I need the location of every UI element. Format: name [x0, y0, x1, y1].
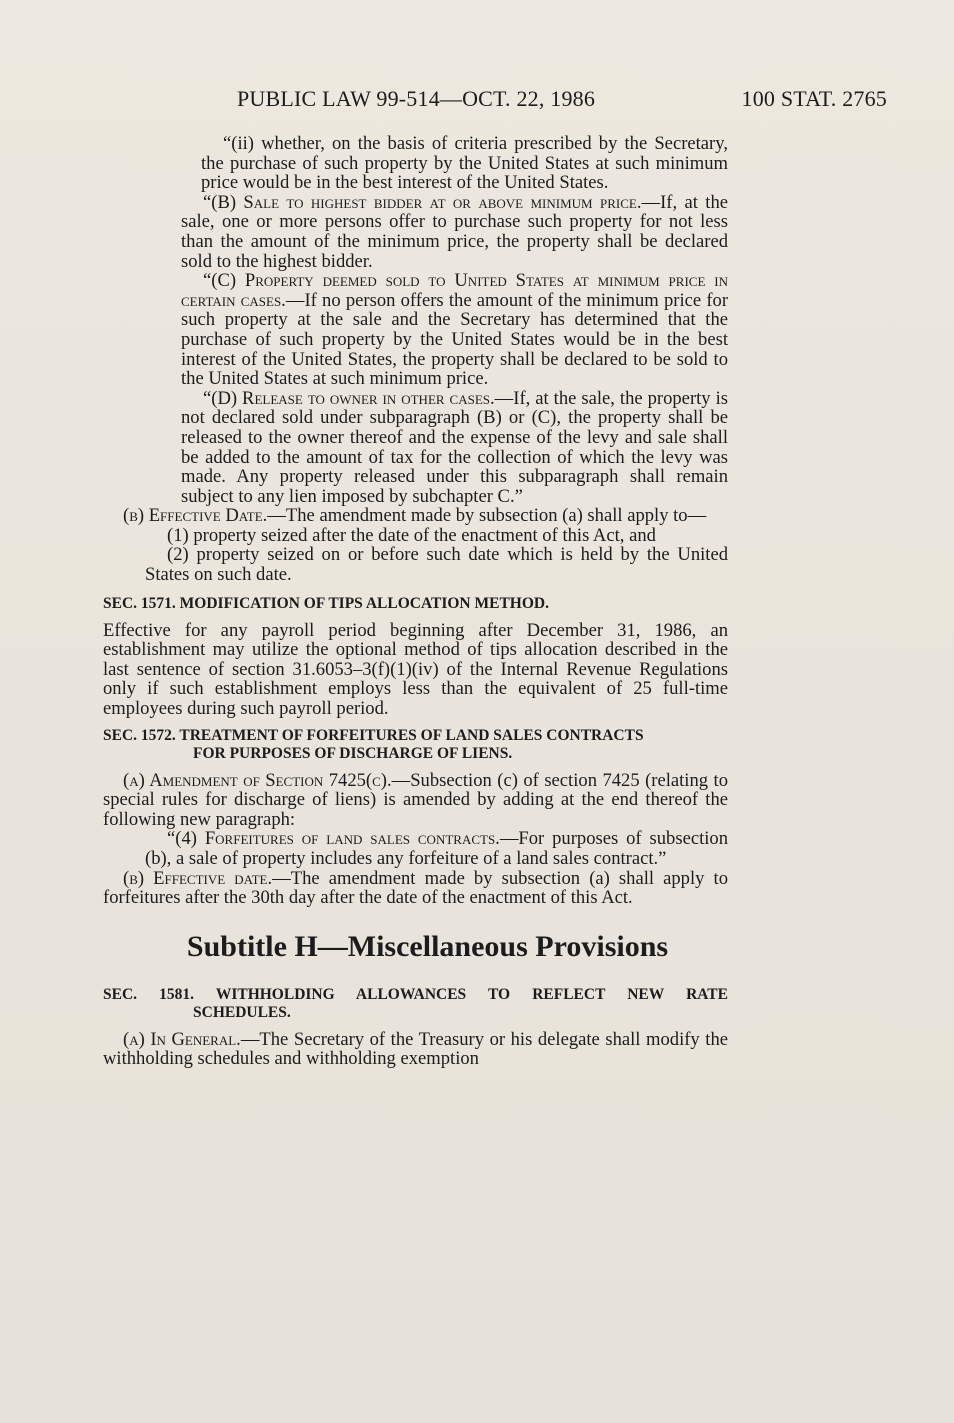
page-header: [237, 86, 887, 116]
section-1572-heading-line2: FOR PURPOSES OF DISCHARGE OF LIENS.: [193, 744, 513, 762]
subsection-b-heading: (b) Effective Date.: [123, 505, 268, 527]
subparagraph-d-text: —If, at the sale, the property is not declared sold under subparagraph (B) or (C), the property shall be released to the owner thereof and the expense of the levy and sale shall be added to the amount of tax for the collection of which the levy was made. Any property released under this subparagraph shall remain subject to any lien imposed by subchapter C.”: [181, 387, 728, 507]
page-body: [103, 134, 728, 1069]
section-1572-paragraph-4-text: —For purposes of subsection (b), a sale of property includes any forfeiture of a land sales contract.”: [145, 828, 728, 869]
section-1572-paragraph-4: [103, 829, 728, 868]
section-1581-heading-line1: SEC. 1581. WITHHOLDING ALLOWANCES TO REFLECT NEW RATE: [103, 985, 728, 1003]
section-1572-subsection-b: [103, 869, 728, 908]
header-law-citation: PUBLIC LAW 99-514—OCT. 22, 1986: [237, 86, 596, 111]
paragraph-1: (1) property seized after the date of the enactment of this Act, and: [167, 524, 656, 546]
subparagraph-c-heading: “(C) Property deemed sold to United States at minimum price in certain cases.: [181, 270, 728, 311]
section-1572-subsection-a-text: —Subsection (c) of section 7425 (relating to special rules for discharge of liens) is amended by adding at the end thereof the following new paragraph:: [103, 769, 728, 830]
section-1581-heading-line2: SCHEDULES.: [193, 1003, 291, 1021]
subparagraph-b: [103, 193, 728, 271]
subparagraph-b-heading: “(B) Sale to highest bidder at or above minimum price.: [203, 191, 642, 213]
subtitle-h-heading: Subtitle H—Miscellaneous Provisions: [186, 929, 669, 963]
section-1581-subsection-a-heading: (a) In General.: [123, 1028, 241, 1050]
subsection-b-text: —The amendment made by subsection (a) shall apply to—: [267, 505, 707, 527]
subparagraph-d-heading: “(D) Release to owner in other cases.: [203, 387, 495, 409]
section-1581-heading: [103, 986, 728, 1022]
subparagraph-d: [103, 389, 728, 507]
section-1581-subsection-a: [103, 1030, 728, 1069]
section-1572-subsection-a: [103, 771, 728, 830]
section-1571-heading: SEC. 1571. MODIFICATION OF TIPS ALLOCATION METHOD.: [103, 594, 549, 612]
section-1572-paragraph-4-heading: “(4) Forfeitures of land sales contracts.: [167, 828, 500, 850]
paragraph-2: (2) property seized on or before such date which is held by the United States on such date.: [145, 544, 728, 586]
section-1571-text: Effective for any payroll period beginning after December 31, 1986, an establishment may utilize the optional method of tips allocation described in the last sentence of section 31.6053–3(f)(1)(iv) of the Internal Revenue Regulations only if such establishment employs less than the equivalent of 25 full-time employees during such payroll period.: [103, 619, 728, 720]
subsection-b: [103, 506, 728, 526]
header-stat-page: 100 STAT. 2765: [741, 86, 887, 111]
section-1572-subsection-b-text: —The amendment made by subsection (a) shall apply to forfeitures after the 30th day after the date of the enactment of this Act.: [103, 867, 729, 909]
clause-ii: “(ii) whether, on the basis of criteria prescribed by the Secretary, the purchase of such property by the United States at such minimum price would be in the best interest of the United States.: [201, 133, 728, 194]
section-1572-heading-line1: SEC. 1572. TREATMENT OF FORFEITURES OF LAND SALES CONTRACTS: [103, 726, 644, 744]
section-1572-subsection-a-heading: (a) Amendment of Section 7425(c).: [123, 769, 392, 791]
section-1572-subsection-b-heading: (b) Effective date.: [123, 867, 273, 889]
subparagraph-c: [103, 271, 728, 389]
section-1581-subsection-a-text: —The Secretary of the Treasury or his delegate shall modify the withholding schedules and withholding exemption: [103, 1028, 728, 1070]
subparagraph-b-text: —If, at the sale, one or more persons offer to purchase such property for not less than the amount of the minimum price, the property shall be declared sold to the highest bidder.: [181, 191, 729, 272]
subparagraph-c-text: —If no person offers the amount of the minimum price for such property at the sale and the Secretary has determined that the purchase of such property by the United States would be in the best interest of the United States, the property shall be declared to be sold to the United States at such minimum price.: [181, 289, 729, 390]
section-1572-heading: [103, 727, 728, 763]
